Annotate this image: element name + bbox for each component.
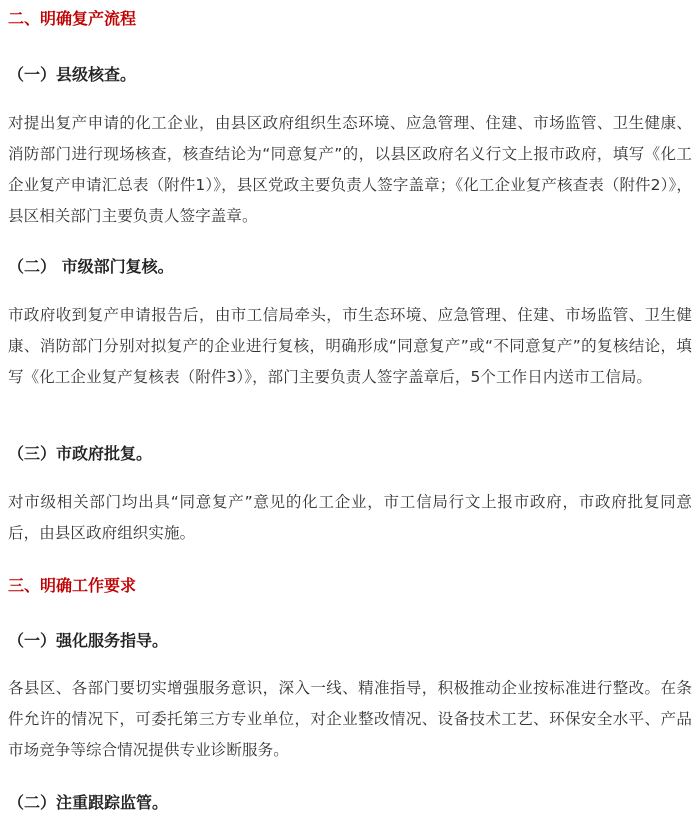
subheading-tracking-supervision: （二）注重跟踪监管。 — [8, 793, 169, 812]
section-heading-2: 二、明确复产流程 — [8, 9, 137, 28]
subheading-county-check: （一）县级核查。 — [8, 65, 137, 84]
paragraph-city-approval: 对市级相关部门均出具“同意复产”意见的化工企业，市工信局行文上报市政府，市政府批复同意后，由县区政府组织实施。 — [8, 493, 692, 542]
paragraph-service-guidance: 各县区、各部门要切实增强服务意识，深入一线、精准指导，积极推动企业按标准进行整改。在条件允许的情况下，可委托第三方专业单位，对企业整改情况、设备技术工艺、环保安全水平、产品市场竞争等综合情况提供专业诊断服务。 — [8, 679, 692, 759]
subheading-city-review: （二） 市级部门复核。 — [8, 257, 174, 276]
paragraph-county-check: 对提出复产申请的化工企业，由县区政府组织生态环境、应急管理、住建、市场监管、卫生健康、消防部门进行现场核查，核查结论为“同意复产”的，以县区政府名义行文上报市政府，填写《化工企业复产申请汇总表（附件1）》，县区党政主要负责人签字盖章；《化工企业复产核查表（附件2）》，县区相关部门主要负责人签字盖章。 — [8, 114, 692, 225]
subheading-service-guidance: （一）强化服务指导。 — [8, 631, 169, 650]
paragraph-city-review: 市政府收到复产申请报告后，由市工信局牵头，市生态环境、应急管理、住建、市场监管、卫生健康、消防部门分别对拟复产的企业进行复核，明确形成“同意复产”或“不同意复产”的复核结论，填写《化工企业复产复核表（附件3）》，部门主要负责人签字盖章后，5个工作日内送市工信局。 — [8, 306, 692, 386]
section-heading-3: 三、明确工作要求 — [8, 576, 137, 595]
subheading-city-approval: （三）市政府批复。 — [8, 444, 153, 463]
